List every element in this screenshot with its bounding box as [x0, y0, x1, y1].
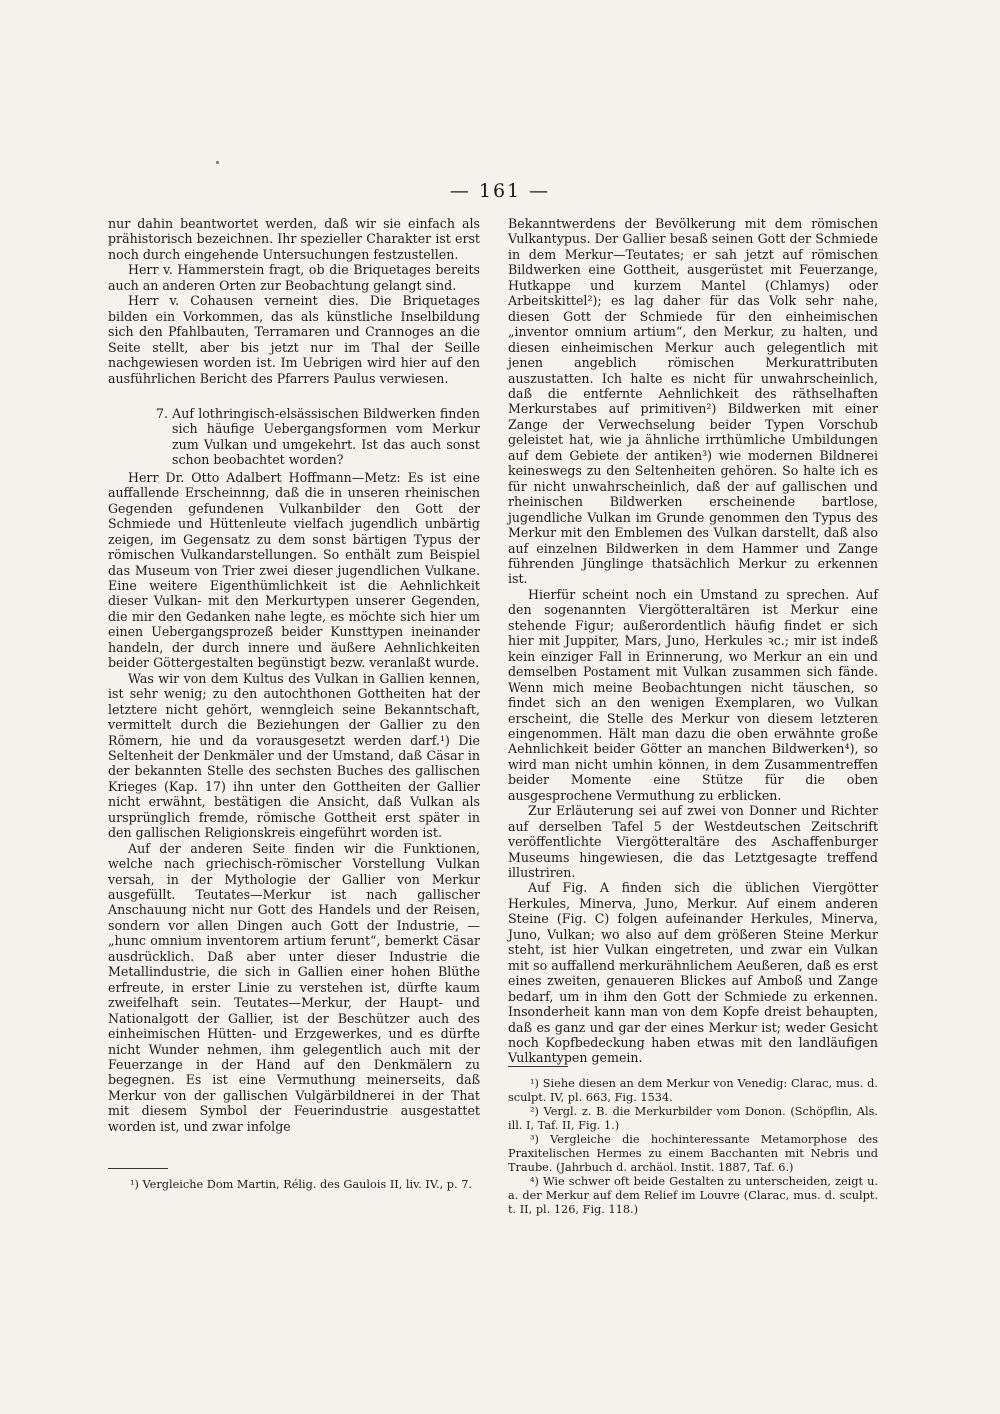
left-column: [108, 216, 480, 1134]
paragraph: Auf Fig. A finden sich die üblichen Viergötter Herkules, Minerva, Juno, Merkur. Auf einem anderen Steine (Fig. C) folgen aufeinander Herkules, Minerva, Juno, Vulkan; wo also auf dem größeren Steine Merkur steht, ist hier Vulkan eingetreten, und zwar ein Vulkan mit so auffallend merkurähnlichem Aeußeren, daß es erst eines zweiten, genaueren Blickes auf Amboß und Zange bedarf, um in ihm den Gott der Schmiede zu erkennen. Insonderheit kann man von dem Kopfe dreist behaupten, daß es ganz und gar der eines Merkur ist; weder Gesicht noch Kopfbedeckung haben etwas mit den landläufigen Vulkantypen gemein.: [508, 880, 878, 1066]
question-7: 7. Auf lothringisch-elsässischen Bildwerken finden sich häufige Uebergangsformen vom Merkur zum Vulkan und umgekehrt. Ist das auch sonst schon beobachtet worden?: [156, 405, 480, 468]
footnote: ³) Vergleiche die hochinteressante Metamorphose des Praxitelischen Hermes zu einem Bacchanten mit Nebris und Traube. (Jahrbuch d. archäol. Instit. 1887, Taf. 6.): [508, 1133, 878, 1174]
page-number: — 161 —: [449, 180, 551, 202]
footnote: ¹) Siehe diesen an dem Merkur von Venedig: Clarac, mus. d. sculpt. IV, pl. 663, Fig. 1534.: [508, 1077, 878, 1104]
footnotes-right: [508, 1077, 878, 1217]
paragraph: Zur Erläuterung sei auf zwei von Donner und Richter auf derselben Tafel 5 der Westdeutschen Zeitschrift veröffentlichte Viergötteraltäre des Aschaffenburger Museums hingewiesen, die das Letztgesagte treffend illustriren.: [508, 803, 878, 881]
footnote-rule: [108, 1168, 168, 1169]
footnote: ⁴) Wie schwer oft beide Gestalten zu unterscheiden, zeigt u. a. der Merkur auf dem Relief im Louvre (Clarac, mus. d. sculpt. t. II, pl. 126, Fig. 118.): [508, 1175, 878, 1216]
paragraph: nur dahin beantwortet werden, daß wir sie einfach als prähistorisch bezeichnen. Ihr spezieller Charakter ist erst noch durch eingehende Untersuchungen festzustellen.: [108, 216, 480, 262]
paragraph: Bekanntwerdens der Bevölkerung mit dem römischen Vulkantypus. Der Gallier besaß seinen Gott der Schmiede in dem Merkur—Teutates; er sah jetzt auf römischen Bildwerken eine Gottheit, ausgerüstet mit Feuerzange, Hutkappe und kurzem Mantel (Chlamys) oder Arbeitskittel²); es lag daher für das Volk sehr nahe, diesen Gott der Schmiede für den einheimischen „inventor omnium artium“, den Merkur, zu halten, und diesen einheimischen Merkur auch gelegentlich mit jenen angeblich römischen Merkurattributen auszustatten. Ich halte es nicht für unwahrscheinlich, daß die entfernte Aehnlichkeit des räthselhaften Merkurstabes auf primitiven²) Bildwerken mit einer Zange der Verwechselung beider Typen Vorschub geleistet hat, wie ja ähnliche irrthümliche Umbildungen auf dem Gebiete der antiken³) wie modernen Bildnerei keineswegs zu den Seltenheiten gehören. So halte ich es für nicht unwahrscheinlich, daß der auf gallischen und rheinischen Bildwerken erscheinende bartlose, jugendliche Vulkan im Grunde genommen den Typus des Merkur mit den Emblemen des Vulkan darstellt, daß also auf einzelnen Bildwerken in dem Hammer und Zange führenden Jünglinge thatsächlich Merkur zu erkennen ist.: [508, 216, 878, 587]
page-speck: [216, 161, 219, 164]
paragraph: Herr v. Cohausen verneint dies. Die Briquetages bilden ein Vorkommen, das als künstliche Inselbildung sich den Pfahlbauten, Terramaren und Crannoges an die Seite stellt, aber bis jetzt nur im Thal der Seille nachgewiesen worden ist. Im Uebrigen wird hier auf den ausführlichen Bericht des Pfarrers Paulus verwiesen.: [108, 293, 480, 386]
footnote: ¹) Vergleiche Dom Martin, Rélig. des Gaulois II, liv. IV., p. 7.: [130, 1178, 472, 1191]
paragraph: Auf der anderen Seite finden wir die Funktionen, welche nach griechisch-römischer Vorstellung Vulkan versah, in der Mythologie der Gallier von Merkur ausgefüllt. Teutates—Merkur ist nach gallischer Anschauung nicht nur Gott des Handels und der Reisen, sondern vor allen Dingen auch Gott der Industrie, — „hunc omnium inventorem artium ferunt“, bemerkt Cäsar ausdrücklich. Daß aber unter dieser Industrie die Metallindustrie, die sich in Gallien einer hohen Blüthe erfreute, in erster Linie zu verstehen ist, dürfte kaum zweifelhaft sein. Teutates—Merkur, der Haupt- und Nationalgott der Gallier, ist der Beschützer auch des einheimischen Hütten- und Erzgewerkes, und es dürfte nicht Wunder nehmen, ihm gelegentlich auch mit der Feuerzange in der Hand auf den Denkmälern zu begegnen. Es ist eine Vermuthung meinerseits, daß Merkur von der gallischen Vulgärbildnerei in der That mit diesem Symbol der Feuerindustrie ausgestattet worden ist, und zwar infolge: [108, 840, 480, 1134]
footnote-rule: [508, 1066, 568, 1067]
right-column: [508, 216, 878, 1066]
paragraph: Herr Dr. Otto Adalbert Hoffmann—Metz: Es ist eine auffallende Erscheinnng, daß die in unseren rheinischen Gegenden gefundenen Vulkanbilder den Gott der Schmiede und Hüttenleute vielfach jugendlich unbärtig zeigen, im Gegensatz zu dem sonst bärtigen Typus der römischen Vulkandarstellungen. So enthält zum Beispiel das Museum von Trier zwei dieser jugendlichen Vulkane. Eine weitere Eigenthümlichkeit ist die Aehnlichkeit dieser Vulkan- mit den Merkurtypen unserer Gegenden, die mir den Gedanken nahe legte, es möchte sich hier um einen Uebergangsprozeß beider Kunsttypen ineinander handeln, der durch innere und äußere Aehnlichkeiten beider Göttergestalten begünstigt bezw. veranlaßt wurde.: [108, 469, 480, 671]
paragraph: Was wir von dem Kultus des Vulkan in Gallien kennen, ist sehr wenig; zu den autochthonen Gottheiten hat der letztere nicht gehört, wenngleich seine Bekanntschaft, vermittelt durch die Beziehungen der Gallier zu den Römern, hie und da vorausgesetzt werden darf.¹) Die Seltenheit der Denkmäler und der Umstand, daß Cäsar in der bekannten Stelle des sechsten Buches des gallischen Krieges (Kap. 17) ihn unter den Gottheiten der Gallier nicht erwähnt, bestätigen die Ansicht, daß Vulkan als ursprünglich fremde, römische Gottheit erst später in den gallischen Religionskreis eingeführt worden ist.: [108, 670, 480, 841]
footnote: ²) Vergl. z. B. die Merkurbilder vom Donon. (Schöpflin, Als. ill. I, Taf. II, Fig. 1.): [508, 1105, 878, 1132]
paragraph: Hierfür scheint noch ein Umstand zu sprechen. Auf den sogenannten Viergötteraltären ist Merkur eine stehende Figur; außerordentlich häufig findet er sich hier mit Juppiter, Mars, Juno, Herkules ꝛc.; mir ist indeß kein einziger Fall in Erinnerung, wo Merkur an ein und demselben Postament mit Vulkan zusammen sich fände. Wenn mich meine Beobachtungen nicht täuschen, so findet sich an den wenigen Exemplaren, wo Vulkan erscheint, die Stelle des Merkur von diesem letzteren eingenommen. Hält man dazu die oben erwähnte große Aehnlichkeit beider Götter an manchen Bildwerken⁴), so wird man nicht umhin können, in dem Zusammentreffen beider Momente eine Stütze für die oben ausgesprochene Vermuthung zu erblicken.: [508, 586, 878, 803]
footnotes-left: [108, 1178, 480, 1192]
paragraph: Herr v. Hammerstein fragt, ob die Briquetages bereits auch an anderen Orten zur Beobachtung gelangt sind.: [108, 262, 480, 293]
